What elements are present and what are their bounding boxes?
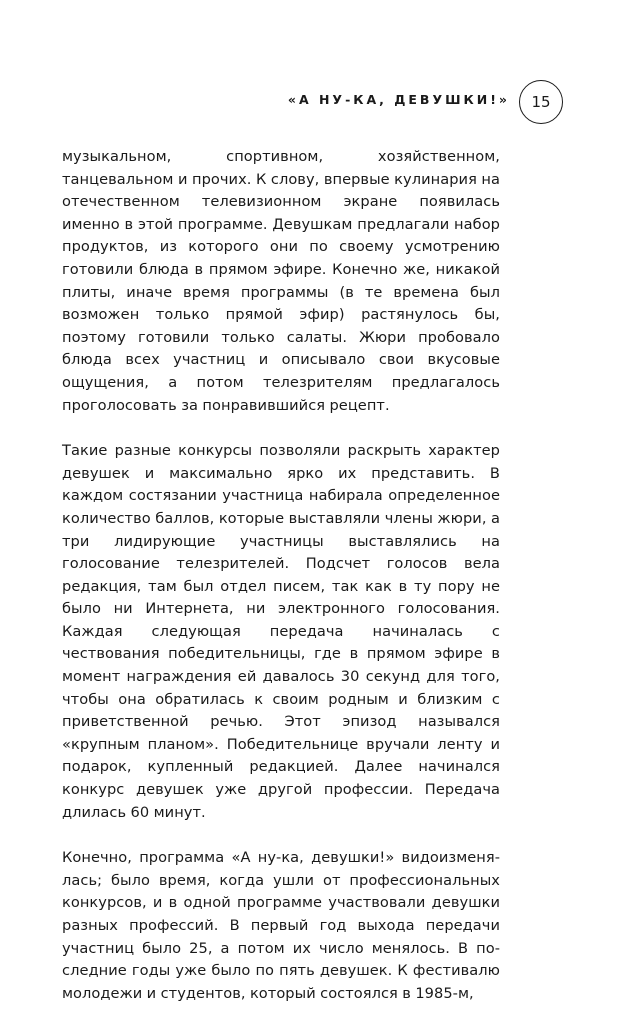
paragraph-1: музыкальном, спортивном, хозяйственном, танцевальном и прочих. К слову, впервые кулинария на отечественном телевизионном экране появилась именно в этой программе. Девушкам предлагали набор продуктов, из которого они по своему усмотрению готовили блюда в прямом эфире. Конечно же, никакой плиты, иначе время программы (в те времена был возможен только прямой эфир) растянулось бы, поэтому готовили только салаты. Жюри пробовало блюда всех участниц и описывало свои вкусовые ощущения, а потом телезрителям предлагалось проголосовать за понравившийся рецепт. [62,148,500,414]
paragraph-2: Такие разные конкурсы позволяли раскрыть характер девушек и максимально ярко их представить. В каждом состязании участница набирала определенное количество баллов, которые выставляли члены жюри, а три лидирующие участницы выставлялись на голосование телезрителей. Подсчет голосов вела редакция, там был отдел писем, так как в ту пору не было ни Интернета, ни электронного голосования. Каждая следующая передача начиналась с чествования победительницы, где в прямом эфире в момент награждения ей давалось 30 секунд для того, чтобы она обратилась к своим родным и близким с приветственной речью. Этот эпизод назывался «крупным планом». Победительнице вручали ленту и подарок, купленный редакцией. Далее начинался конкурс девушек уже другой профессии. Передача длилась 60 минут. [62,442,500,821]
body-text [62,146,500,1028]
page-number: 15 [531,93,551,111]
page-number-badge [519,80,563,124]
paragraph-3: Конечно, программа «А ну-ка, девушки!» видоизменялась; было время, когда ушли от профессиональных конкурсов, и в одной программе участвовали девушки разных профессий. В первый год выхода передачи участниц было 25, а потом их число менялось. В последние годы уже было по пять девушек. К фестивалю молодежи и студентов, который состоялся в 1985-м, [62,849,500,1002]
running-head-title: «А НУ-КА, ДЕВУШКИ!» [287,92,510,107]
